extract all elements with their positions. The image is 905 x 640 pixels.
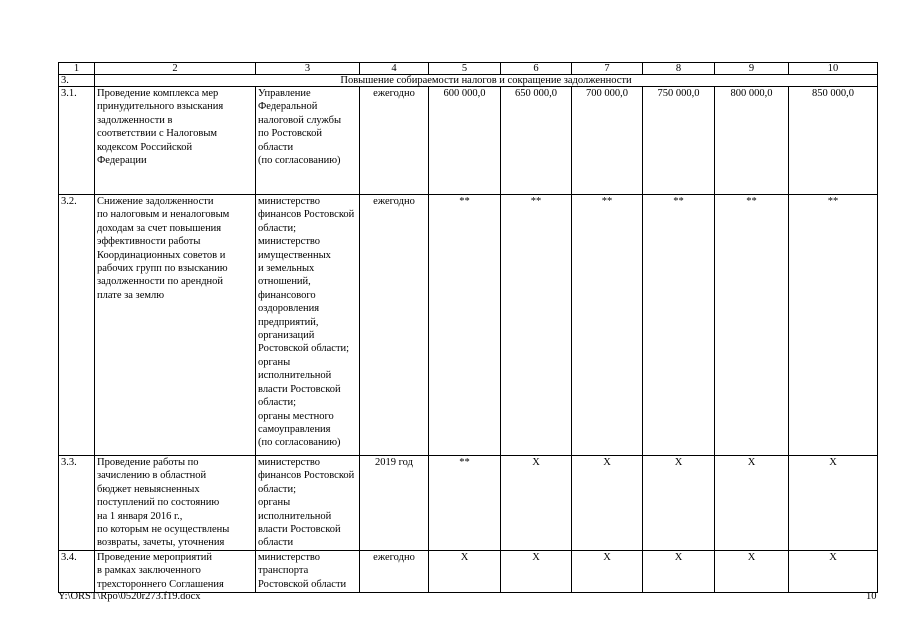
column-number: 2	[95, 63, 256, 75]
row-value: **	[789, 195, 878, 456]
column-number: 6	[501, 63, 572, 75]
row-term: ежегодно	[360, 87, 429, 195]
row-value: X	[501, 456, 572, 551]
table-row	[59, 195, 878, 456]
row-term: ежегодно	[360, 550, 429, 592]
row-value: **	[572, 195, 643, 456]
row-value: 750 000,0	[643, 87, 715, 195]
row-value: X	[643, 456, 715, 551]
row-value: 700 000,0	[572, 87, 643, 195]
measures-table	[58, 62, 878, 593]
row-term: 2019 год	[360, 456, 429, 551]
row-description: Снижение задолженности по налоговым и неналоговым доходам за счет повышения эффективности работы Координационных советов и рабочих групп по взысканию задолженности по арендной плате за землю	[95, 195, 256, 456]
row-executor: Управление Федеральной налоговой службы по Ростовской области (по согласованию)	[256, 87, 360, 195]
row-executor: министерство финансов Ростовской области; органы исполнительной власти Ростовской области	[256, 456, 360, 551]
row-value: X	[715, 456, 789, 551]
row-value: 850 000,0	[789, 87, 878, 195]
row-value: 800 000,0	[715, 87, 789, 195]
row-value: 650 000,0	[501, 87, 572, 195]
section-title: Повышение собираемости налогов и сокращение задолженности	[95, 75, 878, 87]
table-row	[59, 456, 878, 551]
row-value: **	[501, 195, 572, 456]
row-value: **	[429, 456, 501, 551]
row-value: **	[643, 195, 715, 456]
section-row	[59, 75, 878, 87]
table-row	[59, 550, 878, 592]
section-number: 3.	[59, 75, 95, 87]
row-value: **	[715, 195, 789, 456]
column-number: 7	[572, 63, 643, 75]
row-value: X	[789, 550, 878, 592]
column-number: 1	[59, 63, 95, 75]
row-description: Проведение работы по зачислению в областной бюджет невыясненных поступлений по состоянию на 1 января 2016 г., по которым не осуществлены возвраты, зачеты, уточнения	[95, 456, 256, 551]
table-row	[59, 87, 878, 195]
row-value: X	[572, 550, 643, 592]
column-number: 5	[429, 63, 501, 75]
file-path-footer: Y:\ORST\Rpo\0520r273.f19.docx	[58, 591, 201, 602]
row-description: Проведение комплекса мер принудительного взыскания задолженности в соответствии с Налоговым кодексом Российской Федерации	[95, 87, 256, 195]
page-number: 10	[866, 591, 877, 602]
row-value: X	[643, 550, 715, 592]
column-number: 4	[360, 63, 429, 75]
row-value: **	[429, 195, 501, 456]
column-number: 8	[643, 63, 715, 75]
row-number: 3.1.	[59, 87, 95, 195]
row-value: X	[572, 456, 643, 551]
row-executor: министерство финансов Ростовской области; министерство имущественных и земельных отношений, финансового оздоровления предприятий, организаций Ростовской области; органы исполнительной власти Ростовской области; органы местного самоуправления (по согласованию)	[256, 195, 360, 456]
column-number: 10	[789, 63, 878, 75]
row-value: X	[789, 456, 878, 551]
row-term: ежегодно	[360, 195, 429, 456]
row-value: 600 000,0	[429, 87, 501, 195]
row-executor: министерство транспорта Ростовской области	[256, 550, 360, 592]
row-description: Проведение мероприятий в рамках заключенного трехстороннего Соглашения	[95, 550, 256, 592]
row-number: 3.3.	[59, 456, 95, 551]
column-number: 9	[715, 63, 789, 75]
column-number: 3	[256, 63, 360, 75]
row-value: X	[715, 550, 789, 592]
column-number-row	[59, 63, 878, 75]
row-number: 3.4.	[59, 550, 95, 592]
row-value: X	[501, 550, 572, 592]
row-value: X	[429, 550, 501, 592]
row-number: 3.2.	[59, 195, 95, 456]
